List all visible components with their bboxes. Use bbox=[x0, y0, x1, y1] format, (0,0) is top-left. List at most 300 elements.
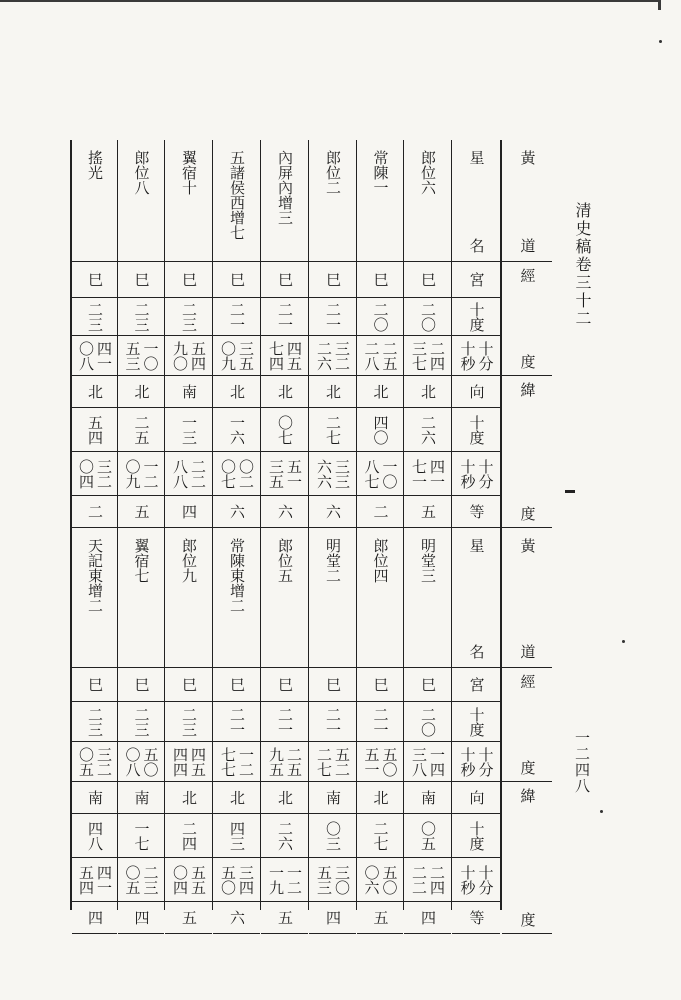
label-star-text: 星 bbox=[467, 150, 486, 165]
palace-cell bbox=[261, 262, 308, 298]
longitude-minsec-value-part: 〇五 bbox=[77, 746, 95, 777]
magnitude-cell bbox=[261, 902, 308, 934]
longitude-minsec-cell bbox=[309, 742, 356, 782]
latitude-direction-cell bbox=[309, 376, 356, 408]
longitude-degree-cell bbox=[309, 298, 356, 336]
palace-value: 巳 bbox=[419, 272, 437, 287]
latitude-minsec-cell bbox=[261, 452, 308, 496]
label-minsec2-text-part: 十分 bbox=[476, 864, 495, 895]
latitude-minsec-value-part: 〇四 bbox=[77, 458, 95, 489]
palace-value: 巳 bbox=[371, 272, 390, 287]
latitude-minsec-value-part: 八八 bbox=[171, 458, 189, 489]
longitude-minsec-value bbox=[315, 341, 350, 371]
label-direction-cell bbox=[452, 782, 500, 814]
latitude-minsec-value bbox=[171, 865, 206, 895]
latitude-direction-cell bbox=[118, 376, 164, 408]
palace-cell bbox=[165, 668, 212, 702]
longitude-minsec-cell bbox=[213, 742, 260, 782]
longitude-minsec-value-part: 三二 bbox=[95, 746, 113, 777]
label-direction-cell bbox=[452, 376, 500, 408]
palace-value: 巳 bbox=[324, 677, 342, 692]
label-degree-cell bbox=[452, 702, 500, 742]
longitude-minsec-value bbox=[363, 341, 398, 371]
longitude-minsec-cell bbox=[404, 742, 451, 782]
star-name-cell bbox=[309, 140, 356, 262]
longitude-minsec-value bbox=[171, 747, 206, 777]
latitude-minsec-cell bbox=[309, 452, 356, 496]
header-latitude-cell bbox=[502, 376, 552, 528]
latitude-degree-cell bbox=[213, 408, 260, 452]
longitude-degree-cell bbox=[261, 702, 308, 742]
magnitude-cell bbox=[118, 496, 164, 528]
palace-cell bbox=[357, 668, 403, 702]
star-name: 五諸侯西增七 bbox=[228, 150, 246, 240]
label-magnitude-text: 等 bbox=[467, 910, 486, 925]
label-palace-text: 宮 bbox=[467, 677, 486, 692]
latitude-minsec-value-part: 五四 bbox=[77, 864, 95, 895]
star-name: 天記東增二 bbox=[86, 538, 104, 613]
palace-value: 巳 bbox=[228, 677, 246, 692]
latitude-minsec-value-part: 二三 bbox=[141, 864, 160, 895]
longitude-minsec-value-part: 七四 bbox=[267, 340, 285, 371]
latitude-minsec-cell bbox=[309, 858, 356, 902]
longitude-minsec-value-part: 九五 bbox=[267, 746, 285, 777]
latitude-minsec-value-part: 二二 bbox=[189, 458, 207, 489]
speck bbox=[600, 810, 603, 813]
magnitude-cell bbox=[404, 902, 451, 934]
latitude-minsec-value-part: 五五 bbox=[189, 864, 207, 895]
longitude-minsec-value bbox=[219, 341, 254, 371]
palace-cell bbox=[309, 668, 356, 702]
magnitude-cell bbox=[165, 496, 212, 528]
palace-cell bbox=[72, 668, 117, 702]
latitude-degree-value: 一六 bbox=[228, 414, 246, 445]
latitude-minsec-value-part: 六六 bbox=[315, 458, 333, 489]
label-star-name-cell bbox=[452, 528, 500, 668]
star-name: 常陳一 bbox=[371, 150, 390, 195]
label-direction-text: 向 bbox=[467, 790, 486, 805]
star-name-cell bbox=[165, 528, 212, 668]
star-name-cell bbox=[404, 528, 451, 668]
label-palace-cell bbox=[452, 262, 500, 298]
longitude-minsec-value bbox=[77, 747, 112, 777]
label-name-text: 名 bbox=[467, 644, 486, 659]
longitude-minsec-cell bbox=[357, 742, 403, 782]
palace-cell bbox=[213, 262, 260, 298]
star-name: 明堂三 bbox=[419, 538, 437, 583]
longitude-degree-value: 二一 bbox=[324, 301, 342, 332]
longitude-minsec-value bbox=[315, 747, 350, 777]
palace-cell bbox=[404, 262, 451, 298]
latitude-minsec-value bbox=[124, 459, 159, 489]
latitude-degree-cell bbox=[357, 814, 403, 858]
star-name-cell bbox=[404, 140, 451, 262]
latitude-degree-cell bbox=[309, 408, 356, 452]
star-name: 明堂二 bbox=[324, 538, 342, 583]
label-minsec-cell bbox=[452, 336, 500, 376]
longitude-degree-value: 二一 bbox=[371, 706, 390, 737]
star-name: 郎位五 bbox=[276, 538, 294, 583]
latitude-direction-value: 北 bbox=[276, 384, 294, 399]
star-name-cell bbox=[309, 528, 356, 668]
latitude-minsec-value-part: 〇九 bbox=[123, 458, 142, 489]
latitude-direction-value: 北 bbox=[228, 790, 246, 805]
header-longitude-text: 經 bbox=[518, 674, 537, 689]
latitude-direction-value: 北 bbox=[371, 384, 390, 399]
label-degree2-cell bbox=[452, 408, 500, 452]
latitude-minsec-value bbox=[124, 865, 159, 895]
latitude-minsec-value-part: 五三 bbox=[315, 864, 333, 895]
longitude-minsec-cell bbox=[72, 742, 117, 782]
longitude-degree-cell bbox=[165, 702, 212, 742]
latitude-minsec-value-part: 三四 bbox=[237, 864, 255, 895]
label-minsec2-text-part: 十分 bbox=[476, 458, 495, 489]
magnitude-value: 六 bbox=[228, 910, 246, 925]
latitude-direction-value: 北 bbox=[419, 384, 437, 399]
longitude-degree-value: 二一 bbox=[276, 706, 294, 737]
longitude-degree-value: 二〇 bbox=[419, 301, 437, 332]
star-catalog-table bbox=[70, 140, 552, 927]
latitude-minsec-cell bbox=[213, 858, 260, 902]
longitude-minsec-value-part: 五二 bbox=[333, 746, 351, 777]
label-palace-cell bbox=[452, 668, 500, 702]
latitude-direction-value: 北 bbox=[86, 384, 104, 399]
latitude-direction-value: 南 bbox=[324, 790, 342, 805]
label-magnitude-cell bbox=[452, 496, 500, 528]
latitude-direction-value: 北 bbox=[228, 384, 246, 399]
latitude-degree-cell bbox=[213, 814, 260, 858]
longitude-minsec-cell bbox=[213, 336, 260, 376]
latitude-degree-cell bbox=[165, 814, 212, 858]
longitude-minsec-value-part: 五四 bbox=[189, 340, 207, 371]
magnitude-cell bbox=[213, 496, 260, 528]
latitude-minsec-cell bbox=[165, 858, 212, 902]
latitude-direction-cell bbox=[404, 376, 451, 408]
latitude-minsec-cell bbox=[357, 452, 403, 496]
label-star-text: 星 bbox=[467, 538, 486, 553]
latitude-degree-cell bbox=[72, 408, 117, 452]
star-name-cell bbox=[357, 140, 403, 262]
longitude-minsec-value-part: 四五 bbox=[285, 340, 303, 371]
label-minsec-text-part: 十秒 bbox=[458, 746, 477, 777]
latitude-minsec-value-part: 一二 bbox=[141, 458, 160, 489]
longitude-minsec-value bbox=[124, 747, 159, 777]
longitude-minsec-cell bbox=[357, 336, 403, 376]
longitude-minsec-value bbox=[410, 747, 445, 777]
magnitude-value: 五 bbox=[132, 504, 151, 519]
label-minsec-text-part: 十分 bbox=[476, 340, 495, 371]
latitude-direction-cell bbox=[165, 376, 212, 408]
longitude-degree-value: 二三 bbox=[86, 301, 104, 332]
running-head-text: 清史稿卷三十二 bbox=[573, 202, 592, 328]
longitude-degree-value: 二三 bbox=[180, 301, 198, 332]
longitude-minsec-cell bbox=[309, 336, 356, 376]
longitude-degree-cell bbox=[357, 702, 403, 742]
longitude-degree-value: 二〇 bbox=[419, 706, 437, 737]
latitude-minsec-value bbox=[410, 865, 445, 895]
longitude-degree-cell bbox=[309, 702, 356, 742]
latitude-degree-value: 五四 bbox=[86, 414, 104, 445]
longitude-degree-value: 二一 bbox=[228, 706, 246, 737]
top-border-line bbox=[0, 0, 660, 2]
palace-value: 巳 bbox=[324, 272, 342, 287]
latitude-minsec-cell bbox=[357, 858, 403, 902]
latitude-direction-value: 北 bbox=[324, 384, 342, 399]
latitude-minsec-value-part: 五一 bbox=[285, 458, 303, 489]
latitude-minsec-value-part: 一〇 bbox=[380, 458, 399, 489]
label-minsec-text-part: 十分 bbox=[476, 746, 495, 777]
latitude-minsec-cell bbox=[118, 452, 164, 496]
speck bbox=[622, 640, 625, 643]
magnitude-value: 六 bbox=[324, 504, 342, 519]
star-name-cell bbox=[165, 140, 212, 262]
latitude-degree-value: 二七 bbox=[324, 414, 342, 445]
latitude-minsec-value bbox=[267, 865, 302, 895]
latitude-degree-cell bbox=[404, 408, 451, 452]
magnitude-cell bbox=[261, 496, 308, 528]
label-direction-text: 向 bbox=[467, 384, 486, 399]
latitude-direction-cell bbox=[72, 376, 117, 408]
longitude-minsec-value bbox=[77, 341, 112, 371]
longitude-minsec-value-part: 三八 bbox=[410, 746, 428, 777]
latitude-minsec-cell bbox=[404, 858, 451, 902]
star-name-cell bbox=[261, 528, 308, 668]
label-minsec-cell bbox=[452, 742, 500, 782]
table-column bbox=[452, 140, 502, 925]
longitude-minsec-value-part: 四五 bbox=[189, 746, 207, 777]
longitude-minsec-value-part: 〇八 bbox=[123, 746, 142, 777]
table-column bbox=[70, 140, 118, 925]
latitude-degree-value: 一三 bbox=[180, 414, 198, 445]
magnitude-cell bbox=[357, 902, 403, 934]
latitude-minsec-value bbox=[77, 865, 112, 895]
magnitude-cell bbox=[118, 902, 164, 934]
latitude-degree-cell bbox=[261, 408, 308, 452]
latitude-degree-value: 四〇 bbox=[371, 414, 390, 445]
table-column bbox=[165, 140, 213, 925]
magnitude-cell bbox=[72, 496, 117, 528]
latitude-minsec-value-part: 八七 bbox=[362, 458, 381, 489]
star-name-cell bbox=[118, 140, 164, 262]
palace-value: 巳 bbox=[86, 677, 104, 692]
longitude-minsec-value-part: 二五 bbox=[380, 340, 399, 371]
palace-value: 巳 bbox=[180, 677, 198, 692]
label-degree2-text: 十度 bbox=[467, 414, 486, 445]
latitude-direction-value: 北 bbox=[371, 790, 390, 805]
latitude-direction-cell bbox=[118, 782, 164, 814]
latitude-degree-value: 二五 bbox=[132, 414, 151, 445]
magnitude-value: 五 bbox=[276, 910, 294, 925]
longitude-degree-cell bbox=[118, 298, 164, 336]
magnitude-value: 四 bbox=[132, 910, 151, 925]
latitude-degree-cell bbox=[118, 814, 164, 858]
palace-cell bbox=[72, 262, 117, 298]
longitude-minsec-value-part: 二四 bbox=[428, 340, 446, 371]
header-dao-text: 道 bbox=[518, 238, 537, 253]
latitude-minsec-value-part: 三三 bbox=[333, 458, 351, 489]
latitude-direction-cell bbox=[357, 782, 403, 814]
latitude-minsec-value-part: 一二 bbox=[285, 864, 303, 895]
longitude-minsec-value-part: 五三 bbox=[123, 340, 142, 371]
longitude-degree-value: 二一 bbox=[324, 706, 342, 737]
latitude-minsec-value-part: 〇七 bbox=[219, 458, 237, 489]
star-name: 內屏內增三 bbox=[276, 150, 294, 225]
palace-cell bbox=[309, 262, 356, 298]
star-name: 翼宿七 bbox=[132, 538, 151, 583]
latitude-minsec-value bbox=[315, 865, 350, 895]
table-column bbox=[261, 140, 309, 925]
latitude-direction-cell bbox=[72, 782, 117, 814]
latitude-degree-cell bbox=[72, 814, 117, 858]
label-minsec2-text bbox=[459, 865, 494, 895]
header-ecliptic-cell bbox=[502, 528, 552, 668]
header-longitude-degree-text: 度 bbox=[518, 354, 537, 369]
latitude-direction-cell bbox=[165, 782, 212, 814]
magnitude-cell bbox=[309, 902, 356, 934]
magnitude-cell bbox=[404, 496, 451, 528]
latitude-minsec-value-part: 〇四 bbox=[171, 864, 189, 895]
latitude-degree-value: 二七 bbox=[371, 820, 390, 851]
latitude-minsec-value-part: 一九 bbox=[267, 864, 285, 895]
latitude-minsec-value bbox=[410, 459, 445, 489]
longitude-minsec-value-part: 五一 bbox=[362, 746, 381, 777]
latitude-direction-value: 南 bbox=[132, 790, 151, 805]
header-longitude-degree-text: 度 bbox=[518, 760, 537, 775]
longitude-degree-cell bbox=[261, 298, 308, 336]
latitude-minsec-value bbox=[267, 459, 302, 489]
longitude-minsec-value bbox=[410, 341, 445, 371]
header-latitude-degree-text: 度 bbox=[518, 912, 537, 927]
label-magnitude-cell bbox=[452, 902, 500, 934]
latitude-minsec-value bbox=[171, 459, 206, 489]
magnitude-value: 二 bbox=[371, 504, 390, 519]
longitude-minsec-cell bbox=[261, 336, 308, 376]
header-longitude-text: 經 bbox=[518, 268, 537, 283]
star-name-cell bbox=[213, 140, 260, 262]
latitude-minsec-cell bbox=[213, 452, 260, 496]
latitude-direction-cell bbox=[261, 782, 308, 814]
longitude-minsec-value-part: 二六 bbox=[315, 340, 333, 371]
longitude-degree-cell bbox=[404, 702, 451, 742]
magnitude-value: 四 bbox=[324, 910, 342, 925]
longitude-minsec-value-part: 一二 bbox=[237, 746, 255, 777]
latitude-direction-cell bbox=[309, 782, 356, 814]
header-ecliptic-cell bbox=[502, 140, 552, 262]
magnitude-value: 四 bbox=[419, 910, 437, 925]
longitude-minsec-value-part: 〇九 bbox=[219, 340, 237, 371]
latitude-minsec-value-part: 七一 bbox=[410, 458, 428, 489]
latitude-direction-value: 南 bbox=[86, 790, 104, 805]
magnitude-value: 六 bbox=[276, 504, 294, 519]
longitude-minsec-value-part: 三七 bbox=[410, 340, 428, 371]
header-latitude-cell bbox=[502, 782, 552, 934]
header-huang-text: 黃 bbox=[518, 538, 537, 553]
margin-dash bbox=[565, 490, 575, 493]
latitude-direction-cell bbox=[357, 376, 403, 408]
magnitude-cell bbox=[213, 902, 260, 934]
latitude-minsec-value-part: 〇二 bbox=[237, 458, 255, 489]
label-minsec-text bbox=[459, 747, 494, 777]
speck bbox=[659, 40, 662, 43]
latitude-minsec-value bbox=[219, 865, 254, 895]
magnitude-value: 五 bbox=[180, 910, 198, 925]
header-dao-text: 道 bbox=[518, 644, 537, 659]
star-name: 郎位四 bbox=[371, 538, 390, 583]
star-name: 搖光 bbox=[86, 150, 104, 180]
header-huang-text: 黃 bbox=[518, 150, 537, 165]
latitude-degree-value: 二六 bbox=[276, 820, 294, 851]
latitude-minsec-cell bbox=[72, 858, 117, 902]
latitude-minsec-value-part: 三五 bbox=[267, 458, 285, 489]
label-degree2-text: 十度 bbox=[467, 820, 486, 851]
latitude-direction-value: 南 bbox=[180, 384, 198, 399]
label-minsec2-text bbox=[459, 459, 494, 489]
top-corner-mark bbox=[658, 0, 661, 10]
label-minsec-text bbox=[459, 341, 494, 371]
latitude-direction-value: 南 bbox=[419, 790, 437, 805]
latitude-degree-value: 二四 bbox=[180, 820, 198, 851]
page-number-text: 一二四八 bbox=[573, 730, 591, 794]
latitude-direction-value: 北 bbox=[180, 790, 198, 805]
latitude-degree-value: 〇七 bbox=[276, 414, 294, 445]
star-name-cell bbox=[72, 528, 117, 668]
longitude-minsec-cell bbox=[165, 336, 212, 376]
magnitude-cell bbox=[165, 902, 212, 934]
longitude-degree-cell bbox=[72, 702, 117, 742]
latitude-degree-value: 〇五 bbox=[419, 820, 437, 851]
palace-cell bbox=[213, 668, 260, 702]
longitude-minsec-value-part: 五〇 bbox=[141, 746, 160, 777]
longitude-minsec-cell bbox=[261, 742, 308, 782]
longitude-degree-value: 二一 bbox=[228, 301, 246, 332]
palace-cell bbox=[261, 668, 308, 702]
longitude-minsec-value-part: 三五 bbox=[237, 340, 255, 371]
table-column bbox=[309, 140, 357, 925]
latitude-degree-cell bbox=[165, 408, 212, 452]
magnitude-cell bbox=[72, 902, 117, 934]
longitude-degree-value: 二三 bbox=[86, 706, 104, 737]
label-minsec2-cell bbox=[452, 858, 500, 902]
magnitude-cell bbox=[357, 496, 403, 528]
label-star-name-cell bbox=[452, 140, 500, 262]
star-name: 郎位六 bbox=[419, 150, 437, 195]
latitude-minsec-cell bbox=[404, 452, 451, 496]
page-number bbox=[573, 730, 590, 794]
label-name-text: 名 bbox=[467, 238, 486, 253]
table-column bbox=[118, 140, 165, 925]
star-name: 郎位八 bbox=[132, 150, 151, 195]
latitude-minsec-value-part: 四一 bbox=[428, 458, 446, 489]
latitude-degree-cell bbox=[309, 814, 356, 858]
palace-cell bbox=[357, 262, 403, 298]
star-name: 郎位九 bbox=[180, 538, 198, 583]
palace-cell bbox=[118, 262, 164, 298]
latitude-minsec-cell bbox=[72, 452, 117, 496]
longitude-degree-value: 二一 bbox=[276, 301, 294, 332]
latitude-minsec-cell bbox=[261, 858, 308, 902]
palace-value: 巳 bbox=[228, 272, 246, 287]
longitude-minsec-cell bbox=[404, 336, 451, 376]
longitude-minsec-value-part: 二五 bbox=[285, 746, 303, 777]
latitude-minsec-value-part: 四一 bbox=[95, 864, 113, 895]
palace-value: 巳 bbox=[276, 677, 294, 692]
header-latitude-text: 緯 bbox=[518, 788, 537, 803]
header-latitude-degree-text: 度 bbox=[518, 506, 537, 521]
longitude-minsec-value-part: 四四 bbox=[171, 746, 189, 777]
label-degree-text: 十度 bbox=[467, 706, 486, 737]
table-column bbox=[404, 140, 452, 925]
latitude-minsec-value-part: 五〇 bbox=[219, 864, 237, 895]
